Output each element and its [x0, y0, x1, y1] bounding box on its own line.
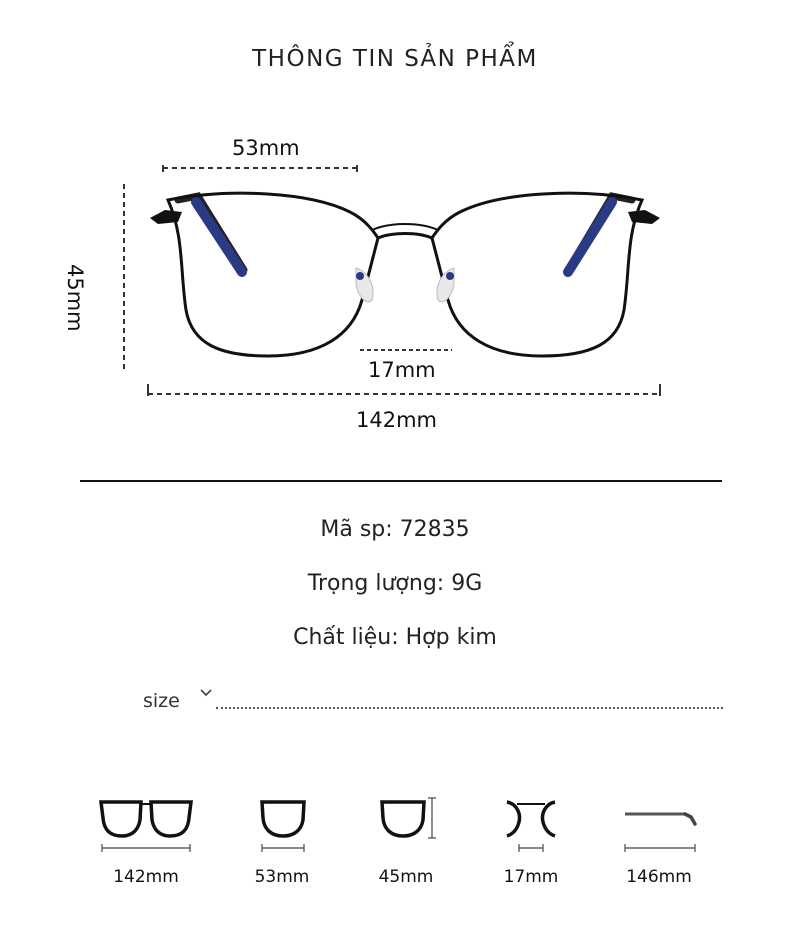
lens-height-value: 45mm	[378, 867, 434, 887]
temple-value: 146mm	[626, 867, 692, 887]
section-divider	[80, 480, 722, 482]
size-divider	[216, 707, 723, 709]
bridge-icon	[471, 790, 591, 860]
total-width-label: 142mm	[356, 408, 437, 432]
left-lens	[168, 193, 378, 356]
product-weight: Trọng lượng: 9G	[307, 571, 483, 596]
right-lens	[432, 193, 642, 356]
product-code: Mã sp: 72835	[320, 517, 470, 542]
bridge-value: 17mm	[503, 867, 559, 887]
lens-height-label: 45mm	[63, 264, 87, 332]
size-label: size	[143, 690, 180, 712]
product-material: Chất liệu: Hợp kim	[293, 625, 497, 650]
chevron-down-icon	[199, 688, 213, 698]
temple-icon	[599, 790, 719, 860]
lens-width-value: 53mm	[254, 867, 310, 887]
lens-width-label: 53mm	[232, 136, 300, 160]
full-frame-value: 142mm	[113, 867, 179, 887]
bridge-width-label: 17mm	[368, 358, 436, 382]
page-title: THÔNG TIN SẢN PHẨM	[252, 46, 538, 72]
lens-width-icon	[222, 790, 342, 860]
full-frame-icon	[86, 790, 206, 860]
size-header	[143, 690, 180, 712]
lens-height-icon	[346, 790, 466, 860]
